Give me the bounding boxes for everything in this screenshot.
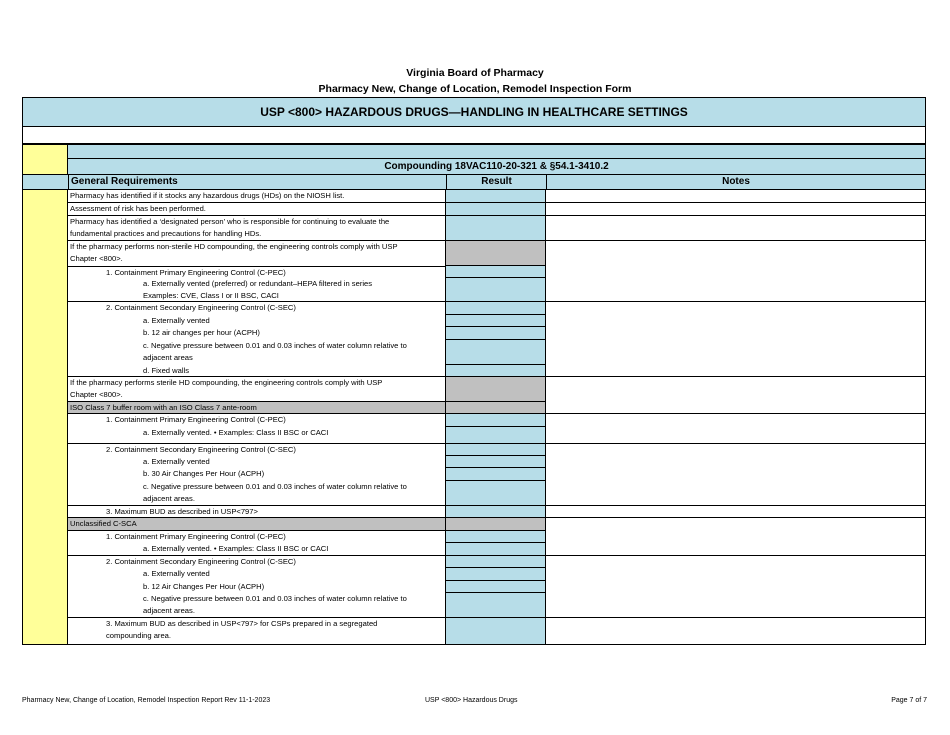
- column-header-row: [22, 175, 926, 190]
- notes-cell[interactable]: [546, 377, 926, 414]
- blank-row: [22, 127, 926, 144]
- requirement-text: [68, 340, 446, 365]
- notes-cell[interactable]: [546, 216, 925, 240]
- result-cell[interactable]: [446, 427, 546, 443]
- requirement-text: 1. Containment Primary Engineering Control (C-PEC): [68, 266, 446, 278]
- footer-left: Pharmacy New, Change of Location, Remodel Inspection Report Rev 11-1-2023: [22, 697, 271, 704]
- notes-cell[interactable]: [546, 618, 925, 644]
- result-cell: [446, 377, 546, 402]
- requirement-text: [68, 618, 446, 644]
- notes-cell[interactable]: [546, 518, 926, 556]
- requirement-line: adjacent areas.: [143, 494, 195, 504]
- result-cell[interactable]: [446, 581, 546, 593]
- notes-cell[interactable]: [546, 414, 926, 444]
- compounding-heading: Compounding 18VAC110-20-321 & §54.1-3410.2: [68, 159, 926, 175]
- requirement-text: ISO Class 7 buffer room with an ISO Class 7 ante-room: [68, 402, 446, 414]
- requirement-text: 2. Containment Secondary Engineering Control (C-SEC): [68, 556, 446, 568]
- requirement-text: [68, 278, 446, 301]
- notes-cell[interactable]: [546, 556, 926, 618]
- requirement-line: c. Negative pressure between 0.01 and 0.03 inches of water column relative to: [143, 594, 407, 603]
- result-cell[interactable]: [446, 266, 546, 278]
- result-cell: [446, 518, 546, 531]
- requirement-line: Pharmacy has identified a ‘designated person’ who is responsible for continuing to evaluate the: [70, 217, 390, 226]
- requirement-line: 3. Maximum BUD as described in USP<797> for CSPs prepared in a segregated: [106, 619, 378, 628]
- requirement-text: a. Externally vented. • Examples: Class II BSC or CACI: [68, 427, 446, 443]
- result-cell[interactable]: [446, 190, 546, 202]
- requirement-text: [68, 481, 446, 505]
- yellow-sidebar: [22, 190, 68, 645]
- result-cell[interactable]: [446, 481, 546, 505]
- requirement-line: fundamental practices and precautions for handling HDs.: [70, 229, 262, 239]
- col-general-requirements: General Requirements: [69, 175, 447, 189]
- requirement-line: compounding area.: [106, 631, 172, 641]
- requirement-text: Unclassified C-SCA: [68, 518, 446, 531]
- notes-cell[interactable]: [546, 506, 925, 517]
- requirement-text: 2. Containment Secondary Engineering Control (C-SEC): [68, 302, 446, 315]
- yellow-side-cell: [22, 144, 68, 175]
- requirement-line: If the pharmacy performs sterile HD compounding, the engineering controls comply with USP: [70, 378, 383, 387]
- requirement-text: 2. Containment Secondary Engineering Control (C-SEC): [68, 444, 446, 456]
- footer-center: USP <800> Hazardous Drugs: [425, 697, 518, 704]
- requirement-text: b. 12 air changes per hour (ACPH): [68, 327, 446, 340]
- requirement-text: [68, 241, 446, 266]
- result-cell: [446, 241, 546, 266]
- result-cell[interactable]: [446, 278, 546, 301]
- requirement-text: [68, 377, 446, 402]
- result-cell[interactable]: [446, 216, 546, 240]
- result-cell[interactable]: [446, 365, 546, 376]
- table-row: [68, 506, 926, 518]
- org-title: Virginia Board of Pharmacy: [406, 67, 544, 79]
- notes-cell[interactable]: [546, 203, 925, 215]
- result-cell[interactable]: [446, 556, 546, 568]
- requirement-text: Assessment of risk has been performed.: [68, 203, 446, 215]
- result-cell[interactable]: [446, 302, 546, 315]
- requirement-text: 1. Containment Primary Engineering Control (C-PEC): [68, 531, 446, 543]
- col-notes: Notes: [722, 176, 750, 187]
- requirement-line: a. Externally vented (preferred) or redundant–HEPA filtered in series: [143, 279, 373, 288]
- result-cell: [446, 402, 546, 414]
- result-cell[interactable]: [446, 456, 546, 468]
- notes-cell[interactable]: [546, 444, 926, 506]
- table-row: [68, 190, 926, 203]
- result-cell[interactable]: [446, 593, 546, 617]
- result-cell[interactable]: [446, 468, 546, 481]
- requirement-line: Chapter <800>.: [70, 390, 123, 400]
- section-banner: USP <800> HAZARDOUS DRUGS—HANDLING IN HEALTHCARE SETTINGS: [22, 97, 926, 127]
- form-title: Pharmacy New, Change of Location, Remodel Inspection Form: [318, 83, 632, 95]
- requirement-text: [68, 216, 446, 240]
- result-cell[interactable]: [446, 506, 546, 517]
- requirement-text: b. 30 Air Changes Per Hour (ACPH): [68, 468, 446, 481]
- blue-strip: [68, 144, 926, 159]
- notes-cell[interactable]: [546, 190, 925, 202]
- result-cell[interactable]: [446, 327, 546, 340]
- result-cell[interactable]: [446, 531, 546, 543]
- requirement-text: 1. Containment Primary Engineering Control (C-PEC): [68, 414, 446, 427]
- notes-cell[interactable]: [546, 302, 926, 377]
- requirement-text: a. Externally vented. • Examples: Class II BSC or CACI: [68, 543, 446, 555]
- requirement-text: d. Fixed walls: [68, 365, 446, 376]
- requirement-line: adjacent areas.: [143, 606, 195, 616]
- requirement-text: a. Externally vented: [68, 315, 446, 327]
- requirement-text: a. Externally vented: [68, 456, 446, 468]
- requirement-line: Chapter <800>.: [70, 254, 123, 264]
- requirement-text: b. 12 Air Changes Per Hour (ACPH): [68, 581, 446, 593]
- table-row: [68, 216, 926, 241]
- table-row: [68, 203, 926, 216]
- notes-cell[interactable]: [546, 266, 926, 302]
- header-spacer: [23, 175, 69, 189]
- requirement-text: [68, 593, 446, 617]
- requirement-text: Pharmacy has identified if it stocks any hazardous drugs (HDs) on the NIOSH list.: [68, 190, 446, 202]
- requirement-text: a. Externally vented: [68, 568, 446, 581]
- col-result: Result: [447, 175, 547, 189]
- result-cell[interactable]: [446, 568, 546, 581]
- table-row: [68, 241, 926, 266]
- result-cell[interactable]: [446, 414, 546, 427]
- requirement-line: c. Negative pressure between 0.01 and 0.03 inches of water column relative to: [143, 341, 407, 350]
- result-cell[interactable]: [446, 315, 546, 327]
- requirement-text: 3. Maximum BUD as described in USP<797>: [68, 506, 446, 517]
- requirement-line: adjacent areas: [143, 353, 193, 363]
- result-cell[interactable]: [446, 444, 546, 456]
- result-cell[interactable]: [446, 618, 546, 644]
- result-cell[interactable]: [446, 543, 546, 555]
- requirement-line: Examples: CVE, Class I or II BSC, CACI: [143, 291, 279, 301]
- result-cell[interactable]: [446, 203, 546, 215]
- notes-cell[interactable]: [546, 241, 925, 266]
- requirement-line: c. Negative pressure between 0.01 and 0.03 inches of water column relative to: [143, 482, 407, 491]
- result-cell[interactable]: [446, 340, 546, 365]
- table-row: [68, 618, 926, 645]
- footer-page-number: Page 7 of 7: [891, 697, 927, 704]
- requirement-line: If the pharmacy performs non-sterile HD compounding, the engineering controls comply with USP: [70, 242, 398, 251]
